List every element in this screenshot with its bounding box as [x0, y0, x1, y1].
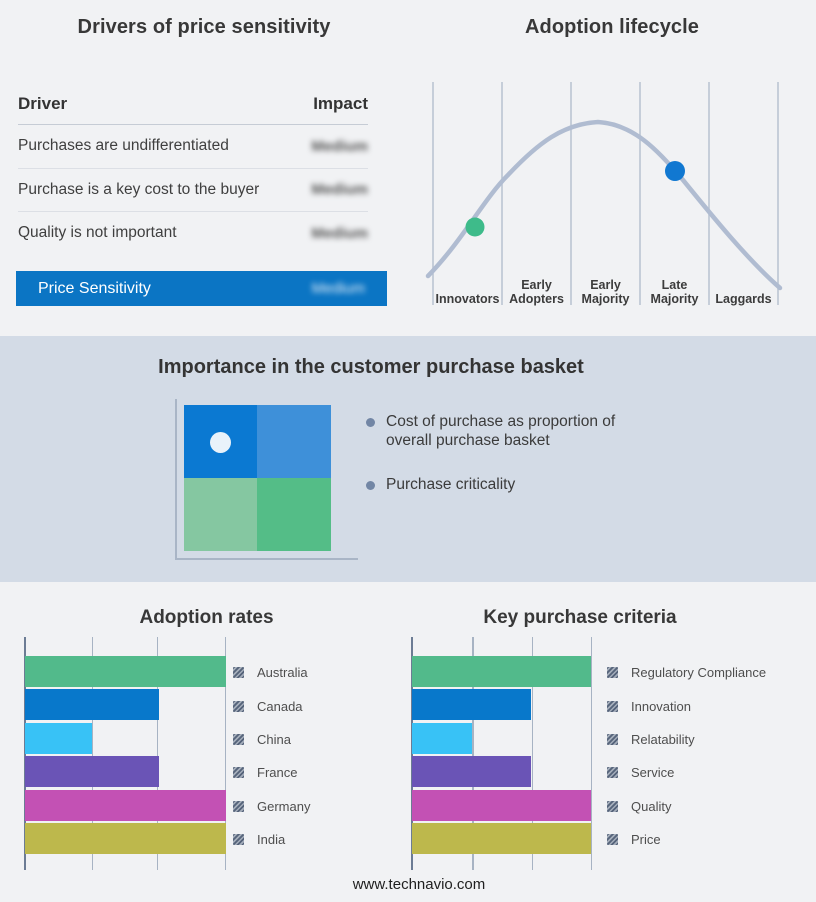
bar-innovation — [412, 689, 531, 720]
legend-label: Service — [631, 765, 675, 781]
bar-australia — [25, 656, 226, 687]
legend-swatch-icon — [607, 701, 618, 712]
bar-canada — [25, 689, 159, 720]
stage-label: Laggards — [715, 292, 772, 306]
legend-label: France — [257, 765, 298, 781]
legend-swatch-icon — [233, 834, 244, 845]
bar-price — [412, 823, 591, 854]
footer-url: www.technavio.com — [352, 876, 486, 893]
legend-label: Price — [631, 832, 661, 848]
legend-swatch-icon — [607, 767, 618, 778]
stage-label: Early Majority — [581, 278, 630, 306]
matrix-y-axis — [175, 399, 177, 560]
driver-row — [18, 125, 368, 169]
price-sensitivity-impact-blurred: Medium — [311, 280, 365, 297]
falling-slope-marker-icon — [665, 161, 685, 181]
bar-france — [25, 756, 159, 787]
bullet-icon — [366, 481, 375, 490]
key-purchase-criteria-title: Key purchase criteria — [483, 607, 677, 628]
legend-label: China — [257, 731, 291, 747]
legend-item — [233, 790, 310, 823]
adoption-bars — [25, 656, 226, 854]
price-sensitivity-highlight-row — [16, 271, 387, 306]
bar-service — [412, 756, 531, 787]
stage-label: Early Adopters — [509, 278, 564, 306]
legend-label: Regulatory Compliance — [631, 665, 767, 681]
legend-item — [607, 790, 766, 823]
impact-cell-blurred: Medium — [311, 181, 368, 199]
legend-swatch-icon — [233, 667, 244, 678]
bar-regulatory-compliance — [412, 656, 591, 687]
legend-item — [607, 689, 766, 722]
legend-item — [607, 656, 766, 689]
matrix-quadrant-bottom-right — [257, 478, 331, 551]
legend-swatch-icon — [607, 834, 618, 845]
legend-label: India — [257, 832, 286, 848]
criteria-bars — [412, 656, 591, 854]
bar-germany — [25, 790, 226, 821]
legend-item — [233, 689, 310, 722]
bullet-text: Cost of purchase as proportion of overall purchase basket — [386, 413, 616, 449]
basket-panel-title: Importance in the customer purchase basket — [158, 356, 584, 378]
price-sensitivity-label: Price Sensitivity — [38, 279, 151, 297]
legend-item — [607, 756, 766, 789]
matrix-x-axis — [175, 558, 358, 560]
drivers-panel-title: Drivers of price sensitivity — [77, 16, 331, 38]
legend-label: Australia — [257, 665, 308, 681]
impact-cell-blurred: Medium — [311, 137, 368, 155]
legend-swatch-icon — [233, 801, 244, 812]
legend-swatch-icon — [233, 701, 244, 712]
adoption-legend — [233, 656, 310, 856]
criteria-legend — [607, 656, 766, 856]
bullet-item — [366, 476, 634, 495]
bullet-icon — [366, 418, 375, 427]
bullet-item — [366, 413, 634, 451]
bar-china — [25, 723, 92, 754]
legend-item — [607, 823, 766, 856]
matrix-position-marker-icon — [210, 432, 231, 453]
legend-label: Relatability — [631, 731, 695, 747]
legend-item — [233, 823, 310, 856]
adoption-rates-title: Adoption rates — [139, 607, 274, 628]
legend-swatch-icon — [607, 667, 618, 678]
bar-relatability — [412, 723, 472, 754]
legend-label: Innovation — [631, 698, 691, 714]
legend-swatch-icon — [233, 734, 244, 745]
driver-row — [18, 169, 368, 213]
purchase-basket-matrix — [184, 405, 331, 551]
legend-label: Quality — [631, 798, 672, 814]
lifecycle-stage-labels — [433, 268, 778, 306]
basket-bullet-list — [366, 413, 634, 495]
drivers-table-rows — [18, 125, 368, 255]
legend-item — [233, 723, 310, 756]
driver-row — [18, 212, 368, 255]
legend-label: Canada — [257, 698, 303, 714]
stage-label: Late Majority — [650, 278, 699, 306]
bullet-text: Purchase criticality — [386, 475, 516, 493]
legend-swatch-icon — [233, 767, 244, 778]
driver-column-header: Driver — [18, 94, 68, 113]
drivers-table — [18, 90, 368, 255]
rising-slope-marker-icon — [466, 218, 485, 237]
matrix-quadrant-top-right — [257, 405, 331, 478]
driver-cell: Quality is not important — [18, 224, 177, 242]
matrix-quadrant-bottom-left — [184, 478, 257, 551]
bell-curve — [428, 122, 780, 288]
legend-swatch-icon — [607, 801, 618, 812]
bar-india — [25, 823, 226, 854]
impact-column-header: Impact — [313, 94, 368, 113]
drivers-table-header — [18, 90, 368, 125]
lifecycle-panel-title: Adoption lifecycle — [524, 16, 700, 38]
legend-item — [607, 723, 766, 756]
driver-cell: Purchases are undifferentiated — [18, 137, 229, 155]
bar-quality — [412, 790, 591, 821]
stage-label: Innovators — [435, 292, 500, 306]
legend-label: Germany — [257, 798, 311, 814]
legend-swatch-icon — [607, 734, 618, 745]
legend-item — [233, 656, 310, 689]
legend-item — [233, 756, 310, 789]
impact-cell-blurred: Medium — [311, 224, 368, 242]
driver-cell: Purchase is a key cost to the buyer — [18, 180, 260, 198]
